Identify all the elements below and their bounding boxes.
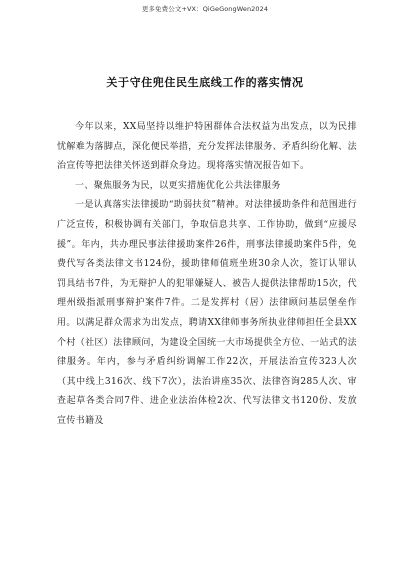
header-note: 更多免费公文+VX：QiGeGongWen2024: [141, 5, 269, 13]
paragraph-details: 一是认真落实法律援助“助弱扶贫”精神。对法律援助条件和范围进行广泛宣传，积极协调有关部门，争取信息共享、工作协助，做到“应援尽援”。年内，共办理民事法律援助案件26件，刑事法律援助案件5件，免费代写各类法律文书124份，援助律师值班坐班30余人次，签订认罪认罚具结书7件，为无辩护人的犯罪嫌疑人、被告人提供法律帮助15次，代理州级指派刑事辩护案件7件。二是发挥村（居）法律顾问基层堡垒作用。以满足群众需求为出发点，聘请XX律师事务所执业律师担任全县XX个村（社区）法律顾问，为建设全国统一大市场提供全方位、一站式的法律服务。年内，参与矛盾纠纷调解工作22次，开展法治宣传323人次（其中线上316次、线下7次），法治讲座35次、法律咨询285人次、审查起草各类合同7件、进企业法治体检2次、代写法律文书120份、发放宣传书籍及: [57, 200, 357, 426]
document-body: [57, 118, 357, 432]
section-heading: 一、聚焦服务为民，以更实措施优化公共法律服务: [75, 180, 281, 191]
document-title: 关于守住兜住民生底线工作的落实情况: [106, 76, 304, 89]
paragraph-intro: 今年以来，XX局坚持以维护特困群体合法权益为出发点，以为民排忧解难为落脚点，深化便民举措，充分发挥法律服务、矛盾纠纷化解、法治宣传等把法律关怀送到群众身边。现将落实情况报告如下。: [57, 122, 357, 172]
